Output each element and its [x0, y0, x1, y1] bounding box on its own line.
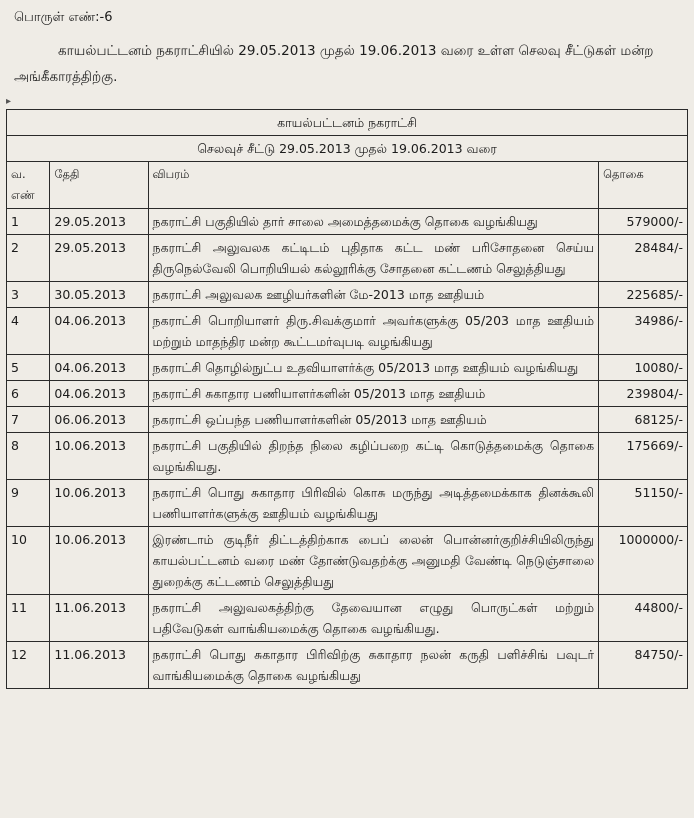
row-description: நகராட்சி அலுவலக கட்டிடம் புதிதாக கட்ட மண் பரிசோதனை செய்ய திருநெல்வேலி பொறியியல் கல்லூரிக்கு சோதனை கட்டணம் செலுத்தியது	[148, 235, 599, 282]
table-title-municipality: காயல்பட்டனம் நகராட்சி	[7, 110, 688, 136]
row-description: நகராட்சி ஒப்பந்த பணியாளர்களின் 05/2013 மாத ஊதியம்	[148, 407, 599, 433]
row-amount: 1000000/-	[599, 527, 688, 595]
row-date: 11.06.2013	[50, 595, 148, 642]
margin-mark: ▸	[6, 96, 12, 107]
row-description: இரண்டாம் குடிநீர் திட்டத்திற்காக பைப் லைன் பொன்னர்குறிச்சியிலிருந்து காயல்பட்டனம் வரை மண் தோண்டுவதற்க்கு அனுமதி வேண்டி நெடுஞ்சாலை துறைக்கு கட்டணம் செலுத்தியது	[148, 527, 599, 595]
row-amount: 225685/-	[599, 282, 688, 308]
header-description: விபரம்	[148, 162, 599, 209]
row-amount: 84750/-	[599, 642, 688, 689]
row-serial-no: 11	[7, 595, 50, 642]
table-row	[7, 433, 688, 480]
row-description: நகராட்சி பகுதியில் தார் சாலை அமைத்தமைக்கு தொகை வழங்கியது	[148, 209, 599, 235]
row-serial-no: 9	[7, 480, 50, 527]
intro-paragraph	[14, 38, 682, 90]
row-description: நகராட்சி பகுதியில் திறந்த நிலை கழிப்பறை கட்டி கொடுத்தமைக்கு தொகை வழங்கியது.	[148, 433, 599, 480]
row-amount: 44800/-	[599, 595, 688, 642]
row-description: நகராட்சி அலுவலகத்திற்கு தேவையான எழுது பொருட்கள் மற்றும் பதிவேடுகள் வாங்கியமைக்கு தொகை வழங்கியது.	[148, 595, 599, 642]
table-title-row	[7, 110, 688, 136]
row-serial-no: 10	[7, 527, 50, 595]
table-subtitle-row	[7, 136, 688, 162]
row-amount: 51150/-	[599, 480, 688, 527]
table-row	[7, 209, 688, 235]
row-serial-no: 2	[7, 235, 50, 282]
row-date: 29.05.2013	[50, 235, 148, 282]
row-amount: 34986/-	[599, 308, 688, 355]
table-row	[7, 308, 688, 355]
table-row	[7, 642, 688, 689]
row-amount: 28484/-	[599, 235, 688, 282]
row-description: நகராட்சி தொழில்நுட்ப உதவியாளர்க்கு 05/2013 மாத ஊதியம் வழங்கியது	[148, 355, 599, 381]
header-serial-no: வ. எண்	[7, 162, 50, 209]
row-serial-no: 6	[7, 381, 50, 407]
row-date: 04.06.2013	[50, 355, 148, 381]
row-serial-no: 5	[7, 355, 50, 381]
row-amount: 175669/-	[599, 433, 688, 480]
table-header-row	[7, 162, 688, 209]
row-description: நகராட்சி சுகாதார பணியாளர்களின் 05/2013 மாத ஊதியம்	[148, 381, 599, 407]
table-row	[7, 480, 688, 527]
table-row	[7, 235, 688, 282]
row-amount: 68125/-	[599, 407, 688, 433]
row-date: 29.05.2013	[50, 209, 148, 235]
row-date: 10.06.2013	[50, 527, 148, 595]
row-date: 11.06.2013	[50, 642, 148, 689]
row-description: நகராட்சி பொறியாளர் திரு.சிவக்குமார் அவர்களுக்கு 05/203 மாத ஊதியம் மற்றும் மாதந்திர மன்ற கூட்டமர்வுபடி வழங்கியது	[148, 308, 599, 355]
table-title-period: செலவுச் சீட்டு 29.05.2013 முதல் 19.06.2013 வரை	[7, 136, 688, 162]
row-description: நகராட்சி பொது சுகாதார பிரிவிற்கு சுகாதார நலன் கருதி பளிச்சிங் பவுடர் வாங்கியமைக்கு தொகை வழங்கியது	[148, 642, 599, 689]
row-date: 04.06.2013	[50, 381, 148, 407]
row-date: 30.05.2013	[50, 282, 148, 308]
header-date: தேதி	[50, 162, 148, 209]
expense-table	[6, 109, 688, 689]
table-row	[7, 527, 688, 595]
row-amount: 579000/-	[599, 209, 688, 235]
row-amount: 239804/-	[599, 381, 688, 407]
row-date: 04.06.2013	[50, 308, 148, 355]
table-row	[7, 282, 688, 308]
row-date: 10.06.2013	[50, 433, 148, 480]
row-serial-no: 7	[7, 407, 50, 433]
row-serial-no: 12	[7, 642, 50, 689]
row-date: 10.06.2013	[50, 480, 148, 527]
row-amount: 10080/-	[599, 355, 688, 381]
row-description: நகராட்சி பொது சுகாதார பிரிவில் கொசு மருந்து அடித்தமைக்காக தினக்கூலி பணியாளர்களுக்கு ஊதியம் வழங்கியது	[148, 480, 599, 527]
row-serial-no: 1	[7, 209, 50, 235]
table-row	[7, 595, 688, 642]
subject-number: பொருள் எண்:-6	[14, 10, 113, 25]
row-serial-no: 3	[7, 282, 50, 308]
row-serial-no: 4	[7, 308, 50, 355]
header-amount: தொகை	[599, 162, 688, 209]
table-row	[7, 355, 688, 381]
intro-text: காயல்பட்டனம் நகராட்சியில் 29.05.2013 முதல் 19.06.2013 வரை உள்ள செலவு சீட்டுகள் மன்ற அங்கீகாரத்திற்கு.	[14, 43, 654, 85]
table-row	[7, 381, 688, 407]
table-row	[7, 407, 688, 433]
row-description: நகராட்சி அலுவலக ஊழியர்களின் மே-2013 மாத ஊதியம்	[148, 282, 599, 308]
row-serial-no: 8	[7, 433, 50, 480]
row-date: 06.06.2013	[50, 407, 148, 433]
